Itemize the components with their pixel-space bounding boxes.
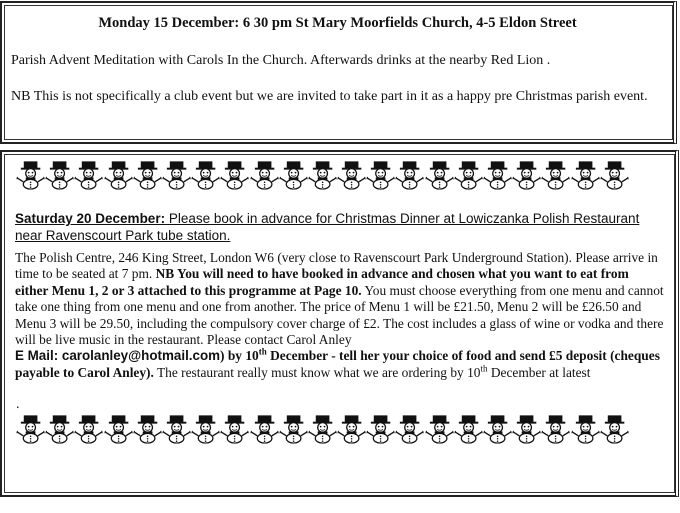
snowman-icon [454, 160, 483, 190]
snowman-icon [74, 414, 103, 444]
snowman-icon [250, 414, 279, 444]
snowman-icon [571, 414, 600, 444]
event-title: Monday 15 December: 6 30 pm St Mary Moorfields Church, 4-5 Eldon Street [98, 15, 577, 31]
snowman-icon [541, 160, 570, 190]
snowman-icon [16, 414, 45, 444]
snowman-icon [191, 160, 220, 190]
order-text: The restaurant really must know what we are ordering by 10 [153, 364, 481, 380]
snowman-icon [104, 414, 133, 444]
ordinal-suffix: th [258, 346, 267, 357]
snowman-border-bottom [16, 414, 629, 444]
snowman-icon [454, 414, 483, 444]
snowman-icon [483, 160, 512, 190]
booking-note: NB You will need to have booked in advance and chosen what you want to eat from either Menu 1, 2 or 3 attached to this programme at Page 10. [15, 266, 629, 298]
snowman-icon [308, 414, 337, 444]
snowman-icon [45, 160, 74, 190]
snowman-icon [162, 414, 191, 444]
event-box-saturday [0, 150, 679, 497]
event-description: Parish Advent Meditation with Carols In the Church. Afterwards drinks at the nearby Red Lion . [11, 53, 551, 68]
deadline-text-b: December - tell her your choice of food and send £5 deposit (cheques payable to Carol Anley). [15, 348, 660, 380]
snowman-icon [366, 414, 395, 444]
snowman-icon [45, 414, 74, 444]
snowman-icon [541, 414, 570, 444]
event-heading [15, 210, 655, 244]
event-box-monday [0, 1, 677, 144]
snowman-icon [279, 414, 308, 444]
snowman-icon [220, 414, 249, 444]
snowman-icon [337, 160, 366, 190]
snowman-icon [337, 414, 366, 444]
deadline-text-a: ) by 10 [220, 348, 259, 364]
snowman-icon [395, 414, 424, 444]
ordinal-suffix: th [480, 363, 488, 374]
snowman-icon [279, 160, 308, 190]
snowman-icon [250, 160, 279, 190]
menu-text: You must choose everything from one menu and cannot take one thing from one menu and one from another. The price of Menu 1 will be £21.50, Menu 2 will be £26.50 and Menu 3 will be 29.50, including the compulsory cover charge of £2. The cost includes a glass of wine or vodka and there will be live music in the restaurant. Please contact Carol Anley [15, 282, 664, 348]
snowman-icon [308, 160, 337, 190]
snowman-icon [74, 160, 103, 190]
snowman-icon [425, 414, 454, 444]
event-date: Saturday 20 December: [15, 211, 166, 226]
event-note: NB This is not specifically a club event but we are invited to take part in it as a happy pre Christmas parish event. [11, 89, 648, 104]
order-text-end: December at latest [487, 364, 591, 380]
stray-dot: . [16, 397, 20, 412]
event-body [15, 250, 665, 381]
snowman-icon [512, 414, 541, 444]
snowman-icon [600, 414, 629, 444]
contact-email: E Mail: carolanley@hotmail.com [15, 348, 221, 364]
event-heading-text: Please book in advance for Christmas Dinner at Lowiczanka Polish Restaurant near Ravenscourt Park tube station. [15, 211, 640, 243]
snowman-icon [133, 414, 162, 444]
snowman-icon [220, 160, 249, 190]
snowman-icon [191, 414, 220, 444]
snowman-icon [104, 160, 133, 190]
snowman-icon [395, 160, 424, 190]
snowman-icon [425, 160, 454, 190]
snowman-icon [133, 160, 162, 190]
snowman-border-top [16, 160, 629, 190]
snowman-icon [162, 160, 191, 190]
snowman-icon [512, 160, 541, 190]
snowman-icon [600, 160, 629, 190]
venue-text: The Polish Centre, 246 King Street, London W6 (very close to Ravenscourt Park Underground Station). Please arrive in time to be seated at 7 pm. [15, 250, 658, 282]
snowman-icon [366, 160, 395, 190]
snowman-icon [16, 160, 45, 190]
snowman-icon [571, 160, 600, 190]
snowman-icon [483, 414, 512, 444]
